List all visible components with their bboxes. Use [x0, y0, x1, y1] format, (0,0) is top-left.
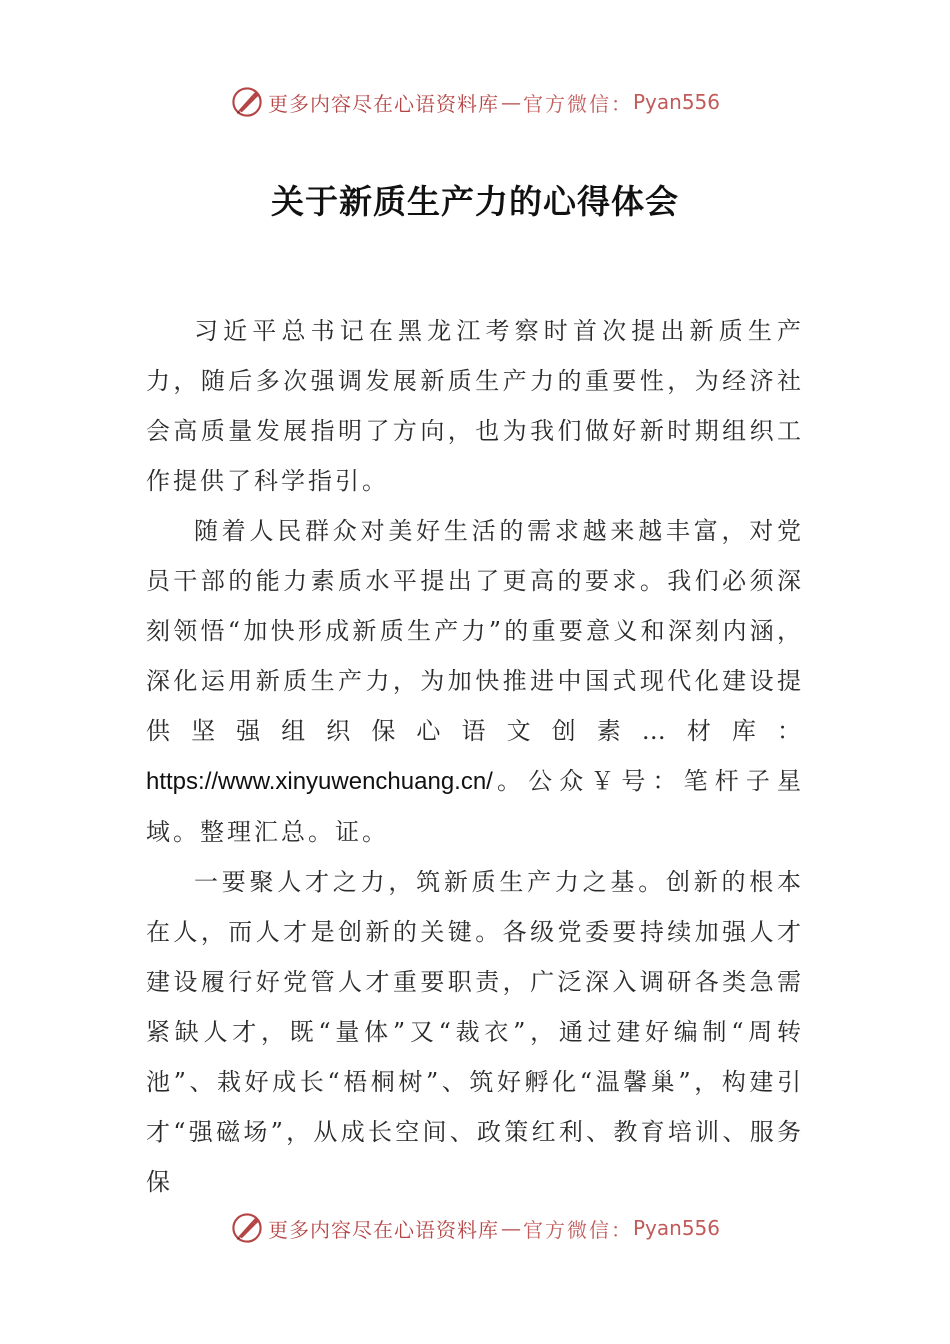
footer-banner-text: 更多内容尽在心语资料库 [267, 1217, 499, 1242]
footer-banner [0, 1208, 950, 1248]
banner-text: 更多内容尽在心语资料库 [267, 91, 499, 116]
banner-dash: — [500, 90, 521, 114]
pen-nib-logo-icon [230, 85, 264, 119]
footer-wechat-id: Pyan556 [632, 1216, 720, 1240]
footer-banner-dash: — [500, 1216, 521, 1240]
paragraph-2 [146, 506, 804, 857]
header-banner [0, 82, 950, 122]
paragraph-1: 习近平总书记在黑龙江考察时首次提出新质生产力，随后多次强调发展新质生产力的重要性，为经济社会高质量发展指明了方向，也为我们做好新时期组织工作提供了科学指引。 [146, 317, 804, 495]
page-title: 关于新质生产力的心得体会 [271, 182, 679, 221]
banner-official-label: 官方微信： [522, 91, 633, 116]
paragraph-2-text: 随着人民群众对美好生活的需求越来越丰富，对党员干部的能力素质水平提出了更高的要求。我们必须深刻领悟“加快形成新质生产力”的重要意义和深刻内涵，深化运用新质生产力，为加快推进中国式现代化建设提供坚强组织保心语文创素…材库： [146, 517, 804, 745]
document-body [146, 306, 804, 1207]
paragraph-3: 一要聚人才之力，筑新质生产力之基。创新的根本在人，而人才是创新的关键。各级党委要持续加强人才建设履行好党管人才重要职责，广泛深入调研各类急需紧缺人才，既“量体”又“裁衣”，通过建好编制“周转池”、栽好成长“梧桐树”、筑好孵化“温馨巢”，构建引才“强磁场”，从成长空间、政策红利、教育培训、服务保 [146, 868, 804, 1196]
footer-official-label: 官方微信： [522, 1217, 633, 1242]
paragraph-2-tail: 。公众￥号：笔杆子星域。整理汇总。证。 [146, 767, 804, 846]
source-url-link[interactable]: https://www.xinyuwenchuang.cn/ [146, 768, 493, 795]
pen-nib-logo-icon [230, 1211, 264, 1245]
banner-wechat-id: Pyan556 [632, 90, 720, 114]
